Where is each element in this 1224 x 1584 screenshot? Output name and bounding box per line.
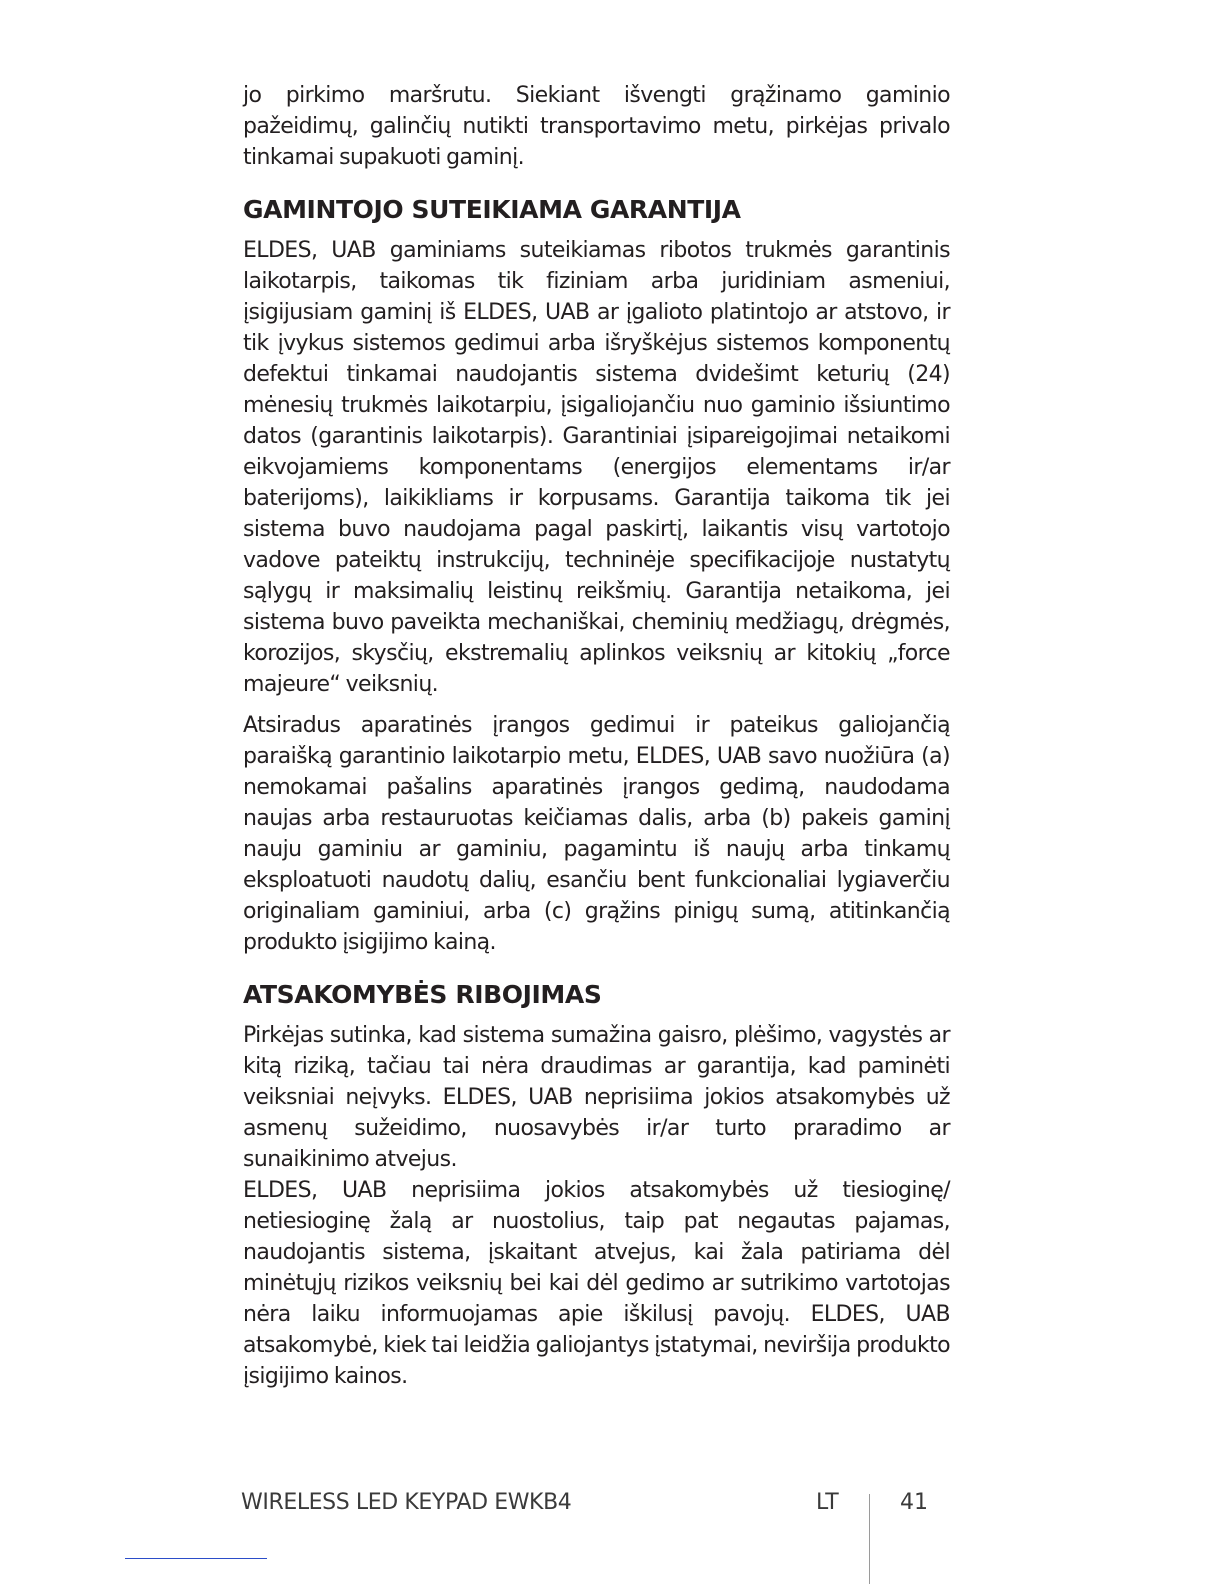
footer-language: LT <box>816 1490 839 1515</box>
document-body <box>243 80 950 1402</box>
section-heading-liability: ATSAKOMYBĖS RIBOJIMAS <box>243 980 602 1009</box>
intro-paragraph: jo pirkimo maršrutu. Siekiant išvengti grąžinamo gaminio pažeidimų, galinčių nutikti transportavimo metu, pirkėjas privalo tinkamai supakuoti gaminį. <box>243 83 950 170</box>
warranty-paragraph-1: ELDES, UAB gaminiams suteikiamas ribotos trukmės garantinis laikotarpis, taikomas tik fiziniam arba juridiniam asmeniui, įsigijusiam gaminį iš ELDES, UAB ar įgalioto platintojo ar atstovo, ir tik įvykus sistemos gedimui arba išryškėjus sistemos komponentų defektui tinkamai naudojantis sistema dvidešimt keturių (24) mėnesių trukmės laikotarpiu, įsigaliojančiu nuo gaminio išsiuntimo datos (garantinis laikotarpis). Garantiniai įsipareigojimai netaikomi eikvojamiems komponentams (energijos elementams ir/ar baterijoms), laikikliams ir korpusams. Garantija taikoma tik jei sistema buvo naudojama pagal paskirtį, laikantis visų vartotojo vadove pateiktų instrukcijų, techninėje specifikacijoje nustatytų sąlygų ir maksimalių leistinų reikšmių. Garantija netaikoma, jei sistema buvo paveikta mechaniškai, cheminių medžiagų, drėgmės, korozijos, skysčių, ekstremalių aplinkos veiksnių ar kitokių „force majeure“ veiksnių. <box>243 238 950 697</box>
footer-product-title: WIRELESS LED KEYPAD EWKB4 <box>241 1490 572 1515</box>
liability-paragraph-2: ELDES, UAB neprisiima jokios atsakomybės už tiesioginę/ netiesioginę žalą ar nuostolius, taip pat negautas pajamas, naudojantis sistema, įskaitant atvejus, kai žala patiriama dėl minėtųjų rizikos veiksnių bei kai dėl gedimo ar sutrikimo vartotojas nėra laiku informuojamas apie iškilusį pavojų. ELDES, UAB atsakomybė, kiek tai leidžia galiojantys įstatymai, neviršija produkto įsigijimo kainos. <box>243 1178 950 1389</box>
bottom-left-rule <box>125 1558 267 1559</box>
section-heading-warranty: GAMINTOJO SUTEIKIAMA GARANTIJA <box>243 195 741 224</box>
footer-page-number: 41 <box>900 1490 928 1515</box>
liability-paragraph-1: Pirkėjas sutinka, kad sistema sumažina gaisro, plėšimo, vagystės ar kitą riziką, tačiau tai nėra draudimas ar garantija, kad paminėti veiksniai neįvyks. ELDES, UAB neprisiima jokios atsakomybės už asmenų sužeidimo, nuosavybės ir/ar turto praradimo ar sunaikinimo atvejus. <box>243 1023 950 1172</box>
footer-divider <box>869 1494 870 1584</box>
warranty-paragraph-2: Atsiradus aparatinės įrangos gedimui ir pateikus galiojančią paraišką garantinio laikotarpio metu, ELDES, UAB savo nuožiūra (a) nemokamai pašalins aparatinės įrangos gedimą, naudodama naujas arba restauruotas keičiamas dalis, arba (b) pakeis gaminį nauju gaminiu ar gaminiu, pagamintu iš naujų arba tinkamų eksploatuoti naudotų dalių, esančiu bent funkcionaliai lygiaverčiu originaliam gaminiui, arba (c) grąžins pinigų sumą, atitinkančią produkto įsigijimo kainą. <box>243 713 950 955</box>
